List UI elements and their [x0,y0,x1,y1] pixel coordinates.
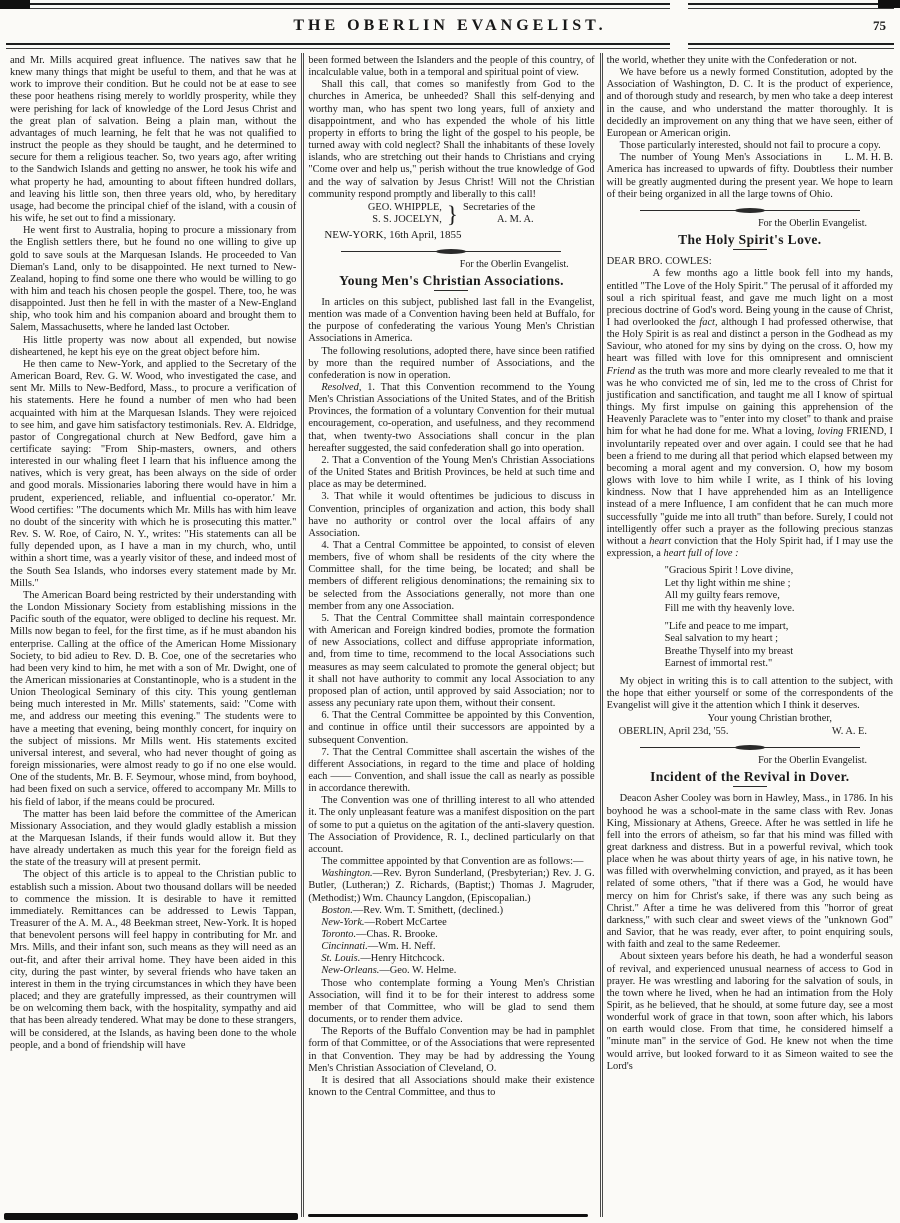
signature-title [463,202,535,227]
paragraph: Those who contemplate forming a Young Men's Christian Association, will find it to be for their interest to address some member of that Committee, who will be glad to send them documents, or to render them advice. [308,977,595,1026]
paragraph: The matter has been laid before the committee of the American Missionary Association, and they would gladly establish a mission at the Marquesan Islands, if their funds would allow it. But they have already undertaken as much this year for the foreign field as the state of the treasury will at present permit. [10,808,297,869]
masthead-title: THE OBERLIN EVANGELIST. [293,17,607,34]
scan-artifact [308,1214,588,1217]
verse-line: "Life and peace to me impart, [664,620,789,632]
signature-names [368,202,442,227]
article-title: Young Men's Christian Associations. [339,272,564,288]
newspaper-column-3 [600,53,898,1217]
paragraph: Boston.—Rev. Wm. T. Smithett, (declined.) [321,904,504,916]
paragraph: In articles on this subject, published last fall in the Evangelist, mention was made of a Convention having been held at Buffalo, for the purpose of confederating the various Young Men's Christian Associations in America. [308,296,595,345]
paragraph: St. Louis.—Henry Hitchcock. [321,953,445,965]
paragraph: He then came to New-York, and applied to the Secretary of the American Board, Rev. G. W. Wood, who investigated the case, and sent Mr. Mills to New-Bedford, Mass., to procure a verification of his statements. Here he found a number of men who had been acquainted with him at the Marquesan Islands. They were rejoiced to see him, and gave him satisfactory testimonials. Rev. A. Eldridge, pastor of Congregational church at New Bedford, gave him a certificate saying: "From Ship-masters, owners, and others interested in our whaling fleet I learn that his influence among the natives, which is very great, has been always on the side of order and good morals. Missionaries laboring there would have in him a prudent, experienced, reliable, and influential co-operator.' Mr. Wood certifies: "The documents which Mr. Mills has with him leave no doubt of the sincerity with which he is prosecuting this matter." Rev. S. W. Roe, of Cairo, N. Y., writes: "His statements can all be fully depended upon, as I have a man in my church, who, until within a short time, was a yearly visitor of these, and indeed most of the South Sea Islands, who indorses every statement made by Mr. Mills." [10,358,297,589]
article-title: Incident of the Revival in Dover. [650,769,850,785]
heading-rule [733,786,767,789]
paragraph: 6. That the Central Committee be appointed by this Convention, and continue in office until their successors are appointed by a subsequent Convention. [308,710,595,746]
paragraph: A few months ago a little book fell into my hands, entitled "The Love of the Holy Spirit." The perusal of it afforded my soul a rich spiritual feast, and gave me much light on a most precious doctrine of God's word. Being young in the cause of Christ, I had overlooked the fact, although I had professed otherwise, that the Holy Spirit is as real and distinct a person in the Godhead as my Saviour, who atoned for my sins by dying on the cross. O, how my heart was filled with love for this omnipresent and omniscient Friend as the truth was more and more clearly revealed to me that it was he who convicted me of sin, led me to the cross of Christ for justification and sanctification, and taught me all I know of spirtual things. My first impulse on gaining this apprehension of the Heavenly Paraclete was to "enter into my closet" to thank and praise him for what he had done for me. What a loving, loving FRIEND, I involuntarily repeated over and over again. I could see that he had been a friend to me during all that period which elapsed between my becoming a moral agent and my conversion. O, how my bosom glows with love to him while I write, as I think of his loving kindness. Now that I have apprehended him as an Intelligence instead of a mere Influence, I am confident that he can much more successfully "guide me into all truth" than before. Surely, I could not intelligently offer such a prayer as the following precious stanzas without a heart conviction that the Holy Spirit had, if I may use the expression, a heart full of love : [606,268,893,559]
signature-title-line: Secretaries of the [462,201,536,213]
page-number: 75 [873,18,886,33]
paragraph: New-Orleans.—Geo. W. Helme. [321,965,457,977]
salutation: DEAR BRO. COWLES: [606,255,712,267]
paragraph: The Convention was one of thrilling interest to all who attended it. The only unpleasant feature was a manifest disposition on the part of some to put a quietus on the agitation of the anti-slavery question. The Association of Providence, R. I., declined particularly on that account. [308,795,595,855]
verse-line: Let thy light within me shine ; [664,577,791,589]
brace-glyph: } [446,201,458,227]
paragraph: The following resolutions, adopted there, have since been ratified by more than the required number of Associations, and the confederation is now in operation. [308,345,595,381]
masthead [0,9,900,43]
section-divider [341,247,561,256]
heading-rule [733,249,767,252]
masthead-rule-top [0,0,900,9]
dateline-signature [607,726,893,739]
newspaper-column-2 [301,53,599,1217]
author-initials: L. M. H. B. [844,152,893,164]
joint-signature [308,202,594,227]
article-title: The Holy Spirit's Love. [678,231,822,247]
hymn-stanza [665,565,893,615]
verse-line: Seal salvation to my heart ; [664,633,779,645]
paragraph: Those particularly interested, should not fail to procure a copy. [619,140,881,152]
paragraph: Shall this call, that comes so manifestly from God to the churches in America, be unheeded? Shall this self-denying and worthy man, who has spent two long years, full of anxiety and disappointment, and who has expended the whole of his little property in efforts to bring the light of the gospel to his people, be turned away with cold neglect? Shall the inhabitants of these lovely islands, who are stretching out their hands to Christians and crying "Come over and help us," perish without the true knowledge of God and the way of salvation by Jesus Christ! Will not the Christian community respond promptly and liberally to this call! [308,79,595,200]
hymn-stanza [665,621,893,671]
signature-name: GEO. WHIPPLE, [367,201,442,213]
rule-segment [688,43,894,49]
scan-artifact [878,0,900,8]
paragraph: The committee appointed by that Convention are as follows:— [321,856,584,868]
paragraph: We have before us a newly formed Constitution, adopted by the Association of Washington, D. C. It is the product of experience, and of thorough study and research, by men who take a deep interest in the cause, and who understand the matter thoroughly. It is decidedly an improvement on any thing that we have seen, either of European or American origin. [606,67,893,139]
signature-name: S. S. JOCELYN, [372,214,442,226]
scan-artifact [0,0,30,9]
paragraph: It is desired that all Associations should make their existence known to the Central Committee, and thus to [308,1074,595,1099]
article-credit: For the Oberlin Evangelist. [758,755,867,767]
section-divider [640,206,860,215]
verse-line: Earnest of immortal rest." [664,658,773,670]
verse-line: Breathe Thyself into my breast [664,645,794,657]
paragraph: Resolved, 1. That this Convention recommend to the Young Men's Christian Associations of the United States, and of the British Provinces, the formation of a voluntary Convention for their mutual encouragement, co-operation, and usefulness, and they recommend that, when twenty-two Associations shall concur in the plan hereafter suggested, the said confederation shall go into operation. [308,381,595,454]
paragraph: New-York.—Robert McCartee [321,916,447,928]
signature-title-line: A. M. A. [496,214,534,226]
section-divider [640,743,860,752]
column-container [0,49,900,1217]
paragraph: the world, whether they unite with the Confederation or not. [606,55,857,66]
masthead-rule-bottom [0,43,900,49]
paragraph: He went first to Australia, hoping to procure a missionary from the English settlers there, but he found no one willing to give up gold to save souls at the Marquesan Islands. He proceeded to Van Dieman's Land, only to be disappointed. He next turned to New-Zealand, hoping to find some one there who would be willing to go with him and teach his chosen people the gospel. There, too, he was disappointed. Just then he fell in with the master of a New-England ship, who took him and his companion aboard and brought them to Salem, Massachusetts, where he landed last October. [10,225,297,334]
paragraph: and Mr. Mills acquired great influence. The natives saw that he knew many things that might be useful to them, and that he was at work to improve their condition. But he could not be at ease to see these poor heathens rising merely to worldly prosperity, while they were perishing for lack of knowledge of the Lord Jesus Christ and the great plan of salvation. Being a plain man, without the advantages of much learning, he felt that he was not qualified to instruct the people as they should be taught, and he determined to secure for them a religious teacher. So, two years ago, after writing to the Sandwich Islands and getting no answer, he took his wife and what property he had, amounting to about fifteen hundred dollars, and leaving his little son, then three years old, who, by hereditary usage, had become the principal chief of the island, with a cousin of his wife, he set out to find a missionary. [10,55,297,225]
paragraph: Toronto.—Chas. R. Brooke. [321,929,438,940]
paragraph: Deacon Asher Cooley was born in Hawley, Mass., in 1786. In his boyhood he was a school-mate in the same class with Rev. Jonas King, Missionary at Athens, Greece. After he was settled in life he fell into the errors of atheism, so far that his mind was filled with great darkness and distress. But in a powerful revival, which took place when he was about thirty years of age, in his native town, he was filled with overwhelming conviction, and prayed, as it has been related of some others, "that if there was a God, he would have mercy on him for Christ's sake, if there was any such being as Christ." After a time he was delivered from this "horror of great darkness," with such clear and sweet views of the "unknown God" and Savior, that he was ready, ever after, to point enquiring souls, with faith and zeal to the same Redeemer. [606,793,893,951]
paragraph: My object in writing this is to call attention to the subject, with the hope that either yourself or some of the correspondents of the Evangelist will give it the attention which I think it deserves. [606,675,893,712]
verse-line: Fill me with thy heavenly love. [664,602,795,614]
verse-line: All my guilty fears remove, [664,590,780,602]
paragraph: His little property was now about all expended, but nowise disheartened, he kept his eye on the great object before him. [10,334,297,358]
paragraph: About sixteen years before his death, he had a wonderful season of revival, and experienced unusual nearness of access to God in prayer. He was wrestling and laboring for the salvation of souls, in the town where he lived, when he had an intimation from the Holy Spirit, as he believed, that he should, at some future day, see a most wonderful work of grace in that town, soon after which, his labors on earth would close. From that time, he considered himself a "minute man" in the service of God. He knew not when the time would arrive, but looked forward to it as Simeon waited to see the Lord's [606,951,893,1072]
paragraph: 4. That a Central Committee be appointed, to consist of eleven members, five of whom shall be residents of the city where the Committee shall, for the time being, be located; and shall be members of different religious denominations; the remaining six to be selected from the Associations generally, not more than one member from any one Association. [308,540,595,612]
paragraph: Cincinnati.—Wm. H. Neff. [321,941,436,953]
scan-artifact [4,1213,298,1220]
newspaper-column-1 [6,53,301,1217]
verse-line: "Gracious Spirit ! Love divine, [664,565,794,577]
paragraph: The American Board being restricted by their understanding with the London Missionary Society from establishing missions in the Pacific south of the equator, were obliged to decline his request. Mr. Mills now began to feel, for the first time, as if he must abandon his enterprise. Calling at the office of the American Home Missionary Society, to bid adieu to Rev. D. B. Coe, one of the secretaries who had been very kind to him, he met with a son of Mr. Dwight, one of the American missionaries at Constantinople, who is a student in the Union Theological Seminary of this city. This young gentleman being much interested in Mr. Mills' statements, said: "Come with me, and address our meeting this evening." The students were to have a meeting that evening, being monthly concert, for inquiry on the subject of missions. Mr Mills went. His statements excited universal interest, and several, who had never thought of going as foreign missionaries, were almost ready to go if no one else would. One of the students, Mr. B. F. Seymour, whose mind, from boyhood, had been fixed on such a service, offered to accompany Mr. Mills to his field of labor, if the means could be procured. [10,589,297,808]
closing-line: Your young Christian brother, [707,713,832,725]
paragraph: The object of this article is to appeal to the Christian public to establish such a mission. About two thousand dollars will be needed to commence the mission. It is desirable to have it remitted immediately. Remittances can be addressed to Lewis Tappan, Treasurer of the A. M. A., 48 Beekman street, New-York. It is hoped that benevolent persons will feel happy in contributing for Mr. and Mrs. Mills, and their infant son, such means as they will need as an out-fit, and after their arrival home. They have been aided in this city, during the past winter, by several friends who have taken an interest in them in the trying circumstances in which they have been placed; and they are gratefully impressed, as their countrymen will be on welcoming them back, with the hospitality, sympathy and aid that has been already tendered. What may be done to these strangers, will be considered, at the Islands, as having been done to the whole people, and a bond of friendship will have [10,869,297,1051]
dateline: OBERLIN, April 23d, '55. [618,725,729,737]
heading-rule [434,290,468,293]
paragraph: been formed between the Islanders and the people of this country, of incalculable value, both in a temporal and spiritual point of view. [308,55,595,79]
paragraph: 5. That the Central Committee shall maintain correspondence with American and Foreign kindred bodies, promote the formation of new Associations, collect and diffuse appropriate information, and, from time to time, recommend to the local Associations such measures as may seem calculated to promote the general object; but it shall not have authority to commit any local Association to any proposed plan of action, until approved by said Association; nor to assess any pecuniary rate upon them, without their consent. [308,612,595,710]
author-initials: W. A. E. [831,725,867,737]
paragraph: 7. That the Central Committee shall ascertain the wishes of the different Associations, in regard to the time and place of holding each —— Convention, and shall issue the call as nearly as possible in accordance therewith. [308,746,595,795]
paragraph: The Reports of the Buffalo Convention may be had in pamphlet form of that Committee, or of the Associations that were represented in that Convention. They may be had by addressing the Young Men's Christian Association of Cleveland, O. [308,1026,595,1074]
article-credit: For the Oberlin Evangelist. [459,258,569,270]
paragraph: 3. That while it would oftentimes be judicious to discuss in Convention, principles of organization and action, this body shall have no authority or control over the local affairs of any Association. [308,491,595,539]
dateline: NEW-YORK, 16th April, 1855 [324,228,462,241]
paragraph: L. M. H. B. The number of Young Men's Associations in America has increased to upwards of fifty. Doubtless their number will be greatly augmented during the present year. We hope to learn of their being organized in all the large towns of Ohio. [606,152,893,200]
rule-segment [6,43,670,49]
paragraph: 2. That a Convention of the Young Men's Christian Associations of the United States and British Provinces, be held at such time and place as may be determined. [308,454,595,491]
paragraph: Washington.—Rev. Byron Sunderland, (Presbyterian;) Rev. J. G. Butler, (Lutheran;) Z. Richards, (Baptist;) Thomas J. Magruder, (Methodist;) Wm. Chauncy Langdon, (Episcopalian.) [308,868,595,904]
article-credit: For the Oberlin Evangelist. [758,217,867,229]
